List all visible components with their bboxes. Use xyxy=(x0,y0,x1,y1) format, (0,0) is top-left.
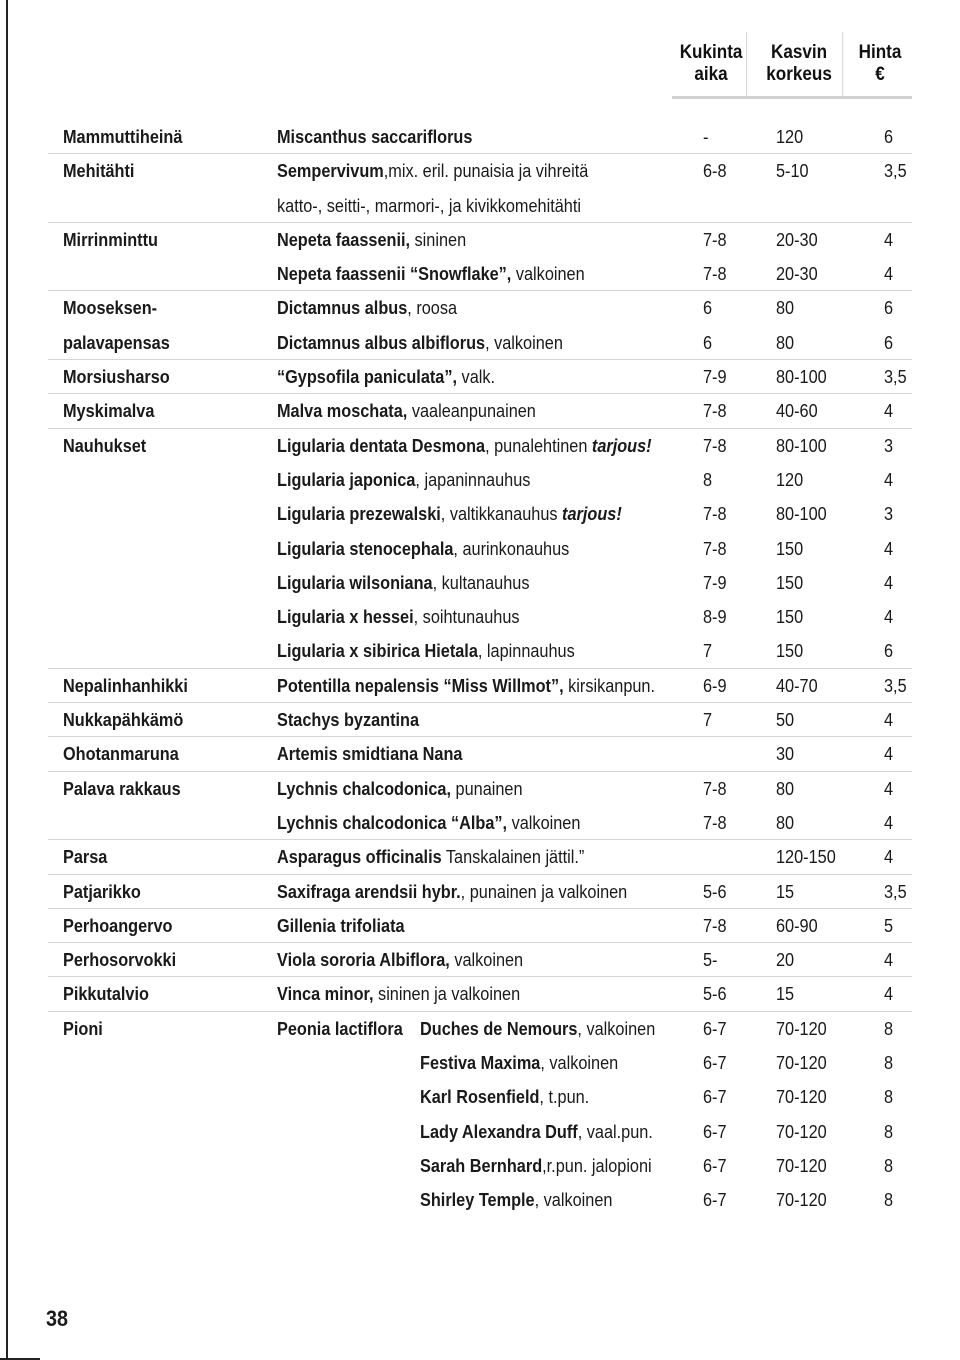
latin-name xyxy=(277,943,523,977)
plant-height-header xyxy=(756,32,843,96)
plant-height: 80 xyxy=(776,777,795,799)
table-row xyxy=(48,532,912,566)
species-name: Ligularia wilsoniana xyxy=(277,571,433,593)
bloom-time: 7-8 xyxy=(703,228,727,250)
bloom-time: 7 xyxy=(703,640,713,662)
table-row xyxy=(48,977,912,1011)
cultivar-label: Sarah Bernhard xyxy=(420,1154,543,1176)
bloom-time: - xyxy=(703,126,709,147)
variety-description: kirsikanpun. xyxy=(563,674,656,696)
plant-height: 50 xyxy=(776,709,795,731)
bloom-time: 6-7 xyxy=(703,1154,727,1176)
bloom-time: 5- xyxy=(703,949,718,971)
latin-name xyxy=(420,1115,653,1149)
table-row xyxy=(48,566,912,600)
species-name: “Gypsofila paniculata”, xyxy=(277,366,458,388)
variety-description: ,r.pun. jalopioni xyxy=(542,1154,652,1176)
variety-description: , valkoinen xyxy=(540,1052,619,1074)
plant-height: 70-120 xyxy=(776,1120,827,1142)
page-left-border xyxy=(0,0,8,1360)
table-row xyxy=(48,463,912,497)
latin-name xyxy=(277,772,523,806)
species-name: Peonia lactiflora xyxy=(277,1017,403,1039)
price: 4 xyxy=(884,228,894,250)
plant-height: 60-90 xyxy=(776,914,818,936)
latin-name xyxy=(277,360,495,394)
latin-name xyxy=(277,223,466,257)
species-name: Stachys byzantina xyxy=(277,709,420,731)
latin-name xyxy=(277,429,652,463)
plant-height: 20-30 xyxy=(776,228,818,250)
species-name: Nepeta faassenii, xyxy=(277,228,411,250)
bloom-time: 7-8 xyxy=(703,811,727,833)
latin-name xyxy=(277,669,655,703)
bloom-header-line1: Kukinta xyxy=(679,42,743,63)
plant-height: 80-100 xyxy=(776,434,827,456)
cultivar-label: Festiva Maxima xyxy=(420,1052,541,1074)
variety-description: , t.pun. xyxy=(539,1086,590,1108)
bloom-time: 8-9 xyxy=(703,606,727,628)
table-row xyxy=(48,1080,912,1114)
price: 4 xyxy=(884,846,894,868)
price: 6 xyxy=(884,297,894,319)
table-row xyxy=(48,840,912,874)
plant-height: 80-100 xyxy=(776,366,827,388)
species-name: Dictamnus albus albiflorus xyxy=(277,331,486,353)
latin-name xyxy=(277,120,472,154)
common-name: Nepalinhanhikki xyxy=(63,674,188,696)
latin-name xyxy=(277,291,457,325)
variety-description: , vaal.pun. xyxy=(577,1120,653,1142)
latin-name xyxy=(277,257,585,291)
species-name: Ligularia x hessei xyxy=(277,606,414,628)
bloom-time: 6-7 xyxy=(703,1017,727,1039)
common-name: palavapensas xyxy=(63,331,170,353)
common-name: Patjarikko xyxy=(63,880,141,902)
table-row xyxy=(48,120,912,154)
price: 3,5 xyxy=(884,366,907,388)
common-name: Palava rakkaus xyxy=(63,777,181,799)
table-row xyxy=(48,737,912,771)
variety-description: katto-, seitti-, marmori-, ja kivikkomehitähti xyxy=(277,194,581,216)
price: 8 xyxy=(884,1052,894,1074)
price-header-line1: Hinta xyxy=(858,42,902,63)
bloom-time: 5-6 xyxy=(703,880,727,902)
plant-height: 70-120 xyxy=(776,1154,827,1176)
latin-name xyxy=(277,737,462,771)
bloom-time: 7-8 xyxy=(703,400,727,422)
species-name: Vinca minor, xyxy=(277,983,374,1005)
table-row xyxy=(48,875,912,909)
price: 4 xyxy=(884,571,894,593)
plant-height: 80 xyxy=(776,297,795,319)
latin-name xyxy=(277,154,588,188)
bloom-time: 6-9 xyxy=(703,674,727,696)
species-name: Nepeta faassenii “Snowflake”, xyxy=(277,263,512,285)
cultivar-label: Karl Rosenfield xyxy=(420,1086,540,1108)
table-row xyxy=(48,703,912,737)
cultivar-label: Duches de Nemours xyxy=(420,1017,578,1039)
price: 3,5 xyxy=(884,674,907,696)
plant-height: 40-70 xyxy=(776,674,818,696)
table-row xyxy=(48,257,912,291)
common-name: Mirrinminttu xyxy=(63,228,158,250)
plant-height: 20-30 xyxy=(776,263,818,285)
bloom-time: 7-8 xyxy=(703,777,727,799)
bloom-time: 7-8 xyxy=(703,263,727,285)
table-row xyxy=(48,669,912,703)
species-name: Sempervivum xyxy=(277,160,384,182)
common-name: Perhosorvokki xyxy=(63,949,177,971)
price: 3,5 xyxy=(884,880,907,902)
page-number: 38 xyxy=(46,1306,69,1331)
table-row xyxy=(48,497,912,531)
plant-height: 80 xyxy=(776,811,795,833)
bloom-time: 7-8 xyxy=(703,914,727,936)
variety-description: valk. xyxy=(457,366,496,388)
variety-description: sininen ja valkoinen xyxy=(373,983,521,1005)
price: 4 xyxy=(884,263,894,285)
bloom-time: 7-8 xyxy=(703,503,727,525)
latin-name xyxy=(420,1046,618,1080)
species-name: Ligularia dentata Desmona xyxy=(277,434,486,456)
bloom-time-header xyxy=(676,32,747,96)
table-row xyxy=(48,223,912,257)
cultivar-label: Lady Alexandra Duff xyxy=(420,1120,578,1142)
bloom-time: 7-9 xyxy=(703,571,727,593)
common-name: Perhoangervo xyxy=(63,914,173,936)
common-name: Pioni xyxy=(63,1017,103,1039)
offer-badge: tarjous! xyxy=(562,503,622,525)
price: 4 xyxy=(884,537,894,559)
common-name: Parsa xyxy=(63,846,108,868)
latin-name xyxy=(420,1183,612,1217)
variety-description: vaaleanpunainen xyxy=(407,400,536,422)
plant-height: 120 xyxy=(776,126,804,147)
latin-name xyxy=(277,977,520,1011)
table-row xyxy=(48,1115,912,1149)
price: 4 xyxy=(884,777,894,799)
price: 5 xyxy=(884,914,894,936)
column-header xyxy=(672,32,912,99)
table-row xyxy=(48,1149,912,1183)
plant-height: 15 xyxy=(776,880,795,902)
table-row xyxy=(48,1046,912,1080)
price: 4 xyxy=(884,468,894,490)
bloom-time: 5-6 xyxy=(703,983,727,1005)
plant-height: 15 xyxy=(776,983,795,1005)
species-name: Dictamnus albus xyxy=(277,297,408,319)
plant-height: 20 xyxy=(776,949,795,971)
species-name: Lychnis chalcodonica, xyxy=(277,777,452,799)
price: 6 xyxy=(884,331,894,353)
plant-height: 40-60 xyxy=(776,400,818,422)
plant-height: 80 xyxy=(776,331,795,353)
price: 3 xyxy=(884,503,894,525)
table-row xyxy=(48,806,912,840)
plant-height: 80-100 xyxy=(776,503,827,525)
variety-description: , valkoinen xyxy=(534,1189,613,1211)
bloom-time: 7 xyxy=(703,709,713,731)
variety-description: , japaninnauhus xyxy=(415,468,531,490)
common-name: Nukkapähkämö xyxy=(63,709,184,731)
species-name: Miscanthus saccariflorus xyxy=(277,126,473,147)
price: 3 xyxy=(884,434,894,456)
species-name: Potentilla nepalensis “Miss Willmot”, xyxy=(277,674,564,696)
cultivar-label: Shirley Temple xyxy=(420,1189,535,1211)
variety-description: , kultanauhus xyxy=(432,571,530,593)
plant-height: 150 xyxy=(776,640,804,662)
common-name: Morsiusharso xyxy=(63,366,170,388)
species-name: Saxifraga arendsii hybr. xyxy=(277,880,461,902)
common-name: Mooseksen- xyxy=(63,297,158,319)
plant-height: 5-10 xyxy=(776,160,809,182)
price: 4 xyxy=(884,949,894,971)
variety-description: , punainen ja valkoinen xyxy=(460,880,628,902)
latin-name xyxy=(277,634,575,668)
latin-name xyxy=(277,1012,403,1046)
latin-name xyxy=(277,326,563,360)
table-row xyxy=(48,360,912,394)
bloom-time: 7-8 xyxy=(703,434,727,456)
table-row xyxy=(48,326,912,360)
table-row xyxy=(48,600,912,634)
common-name: Ohotanmaruna xyxy=(63,743,179,765)
species-name: Ligularia stenocephala xyxy=(277,537,454,559)
variety-description: valkoinen xyxy=(449,949,524,971)
species-name: Viola sororia Albiflora, xyxy=(277,949,450,971)
latin-name xyxy=(277,566,529,600)
table-row xyxy=(48,154,912,188)
price: 4 xyxy=(884,743,894,765)
table-row xyxy=(48,909,912,943)
bloom-time: 6-8 xyxy=(703,160,727,182)
species-name: Asparagus officinalis xyxy=(277,846,442,868)
table-row xyxy=(48,943,912,977)
bloom-time: 7-9 xyxy=(703,366,727,388)
plant-height: 70-120 xyxy=(776,1086,827,1108)
plant-height: 150 xyxy=(776,537,804,559)
height-header-line1: Kasvin xyxy=(771,42,828,63)
latin-name xyxy=(420,1149,652,1183)
species-name: Ligularia x sibirica Hietala xyxy=(277,640,478,662)
price: 4 xyxy=(884,709,894,731)
height-header-line2: korkeus xyxy=(766,64,832,85)
variety-description: , soihtunauhus xyxy=(413,606,520,628)
bloom-time: 6-7 xyxy=(703,1189,727,1211)
species-name: Ligularia japonica xyxy=(277,468,416,490)
plant-height: 120 xyxy=(776,468,804,490)
table-row xyxy=(48,1012,912,1046)
common-name: Mammuttiheinä xyxy=(63,126,183,147)
latin-name xyxy=(277,600,520,634)
price-header-line2: € xyxy=(875,64,885,85)
plant-price-table xyxy=(48,120,912,1218)
table-row xyxy=(48,291,912,325)
plant-height: 70-120 xyxy=(776,1052,827,1074)
variety-description: sininen xyxy=(410,228,467,250)
species-name: Ligularia prezewalski xyxy=(277,503,441,525)
variety-description: , roosa xyxy=(407,297,458,319)
price: 4 xyxy=(884,983,894,1005)
variety-description: valkoinen xyxy=(507,811,581,833)
price: 8 xyxy=(884,1017,894,1039)
price: 4 xyxy=(884,400,894,422)
plant-height: 30 xyxy=(776,743,795,765)
latin-name xyxy=(277,532,569,566)
table-row xyxy=(48,189,912,223)
bloom-time: 6 xyxy=(703,331,713,353)
latin-name xyxy=(420,1080,589,1114)
price: 8 xyxy=(884,1086,894,1108)
species-name: Lychnis chalcodonica “Alba”, xyxy=(277,811,508,833)
common-name: Nauhukset xyxy=(63,434,147,456)
price: 3,5 xyxy=(884,160,907,182)
latin-name xyxy=(277,875,627,909)
bloom-time: 6-7 xyxy=(703,1052,727,1074)
table-row xyxy=(48,1183,912,1217)
cultivar-name xyxy=(420,1012,655,1046)
bloom-time: 8 xyxy=(703,468,713,490)
plant-height: 150 xyxy=(776,571,804,593)
price-header xyxy=(851,32,909,96)
species-name: Artemis smidtiana Nana xyxy=(277,743,463,765)
price: 8 xyxy=(884,1120,894,1142)
variety-description: , valkoinen xyxy=(485,331,563,353)
variety-description: ,mix. eril. punaisia ja vihreitä xyxy=(383,160,589,182)
table-row xyxy=(48,772,912,806)
table-row xyxy=(48,429,912,463)
species-name: Gillenia trifoliata xyxy=(277,914,405,936)
common-name: Pikkutalvio xyxy=(63,983,149,1005)
price: 4 xyxy=(884,606,894,628)
latin-name xyxy=(277,394,536,428)
variety-description: , aurinkonauhus xyxy=(453,537,570,559)
bloom-time: 7-8 xyxy=(703,537,727,559)
species-name: Malva moschata, xyxy=(277,400,408,422)
variety-description: Tanskalainen jättil.” xyxy=(441,846,585,868)
table-row xyxy=(48,634,912,668)
variety-description: valkoinen xyxy=(511,263,585,285)
price: 8 xyxy=(884,1154,894,1176)
price: 4 xyxy=(884,811,894,833)
latin-name xyxy=(277,703,419,737)
plant-height: 70-120 xyxy=(776,1189,827,1211)
bloom-time: 6 xyxy=(703,297,713,319)
common-name: Myskimalva xyxy=(63,400,155,422)
bloom-time: 6-7 xyxy=(703,1086,727,1108)
variety-description: , valkoinen xyxy=(577,1017,656,1039)
plant-height: 120-150 xyxy=(776,846,836,868)
latin-name xyxy=(277,909,405,943)
latin-name xyxy=(277,497,622,531)
price: 6 xyxy=(884,640,894,662)
latin-name xyxy=(277,189,581,223)
common-name: Mehitähti xyxy=(63,160,135,182)
variety-description: punainen xyxy=(451,777,523,799)
plant-height: 70-120 xyxy=(776,1017,827,1039)
plant-height: 150 xyxy=(776,606,804,628)
latin-name xyxy=(277,463,530,497)
latin-name xyxy=(277,840,584,874)
bloom-header-line2: aika xyxy=(694,64,728,85)
variety-description: , valtikkanauhus xyxy=(440,503,563,525)
variety-description: , lapinnauhus xyxy=(477,640,575,662)
table-row xyxy=(48,394,912,428)
bloom-time: 6-7 xyxy=(703,1120,727,1142)
price: 6 xyxy=(884,126,894,147)
price: 8 xyxy=(884,1189,894,1211)
latin-name xyxy=(277,806,580,840)
variety-description: , punalehtinen xyxy=(485,434,592,456)
offer-badge: tarjous! xyxy=(591,434,652,456)
